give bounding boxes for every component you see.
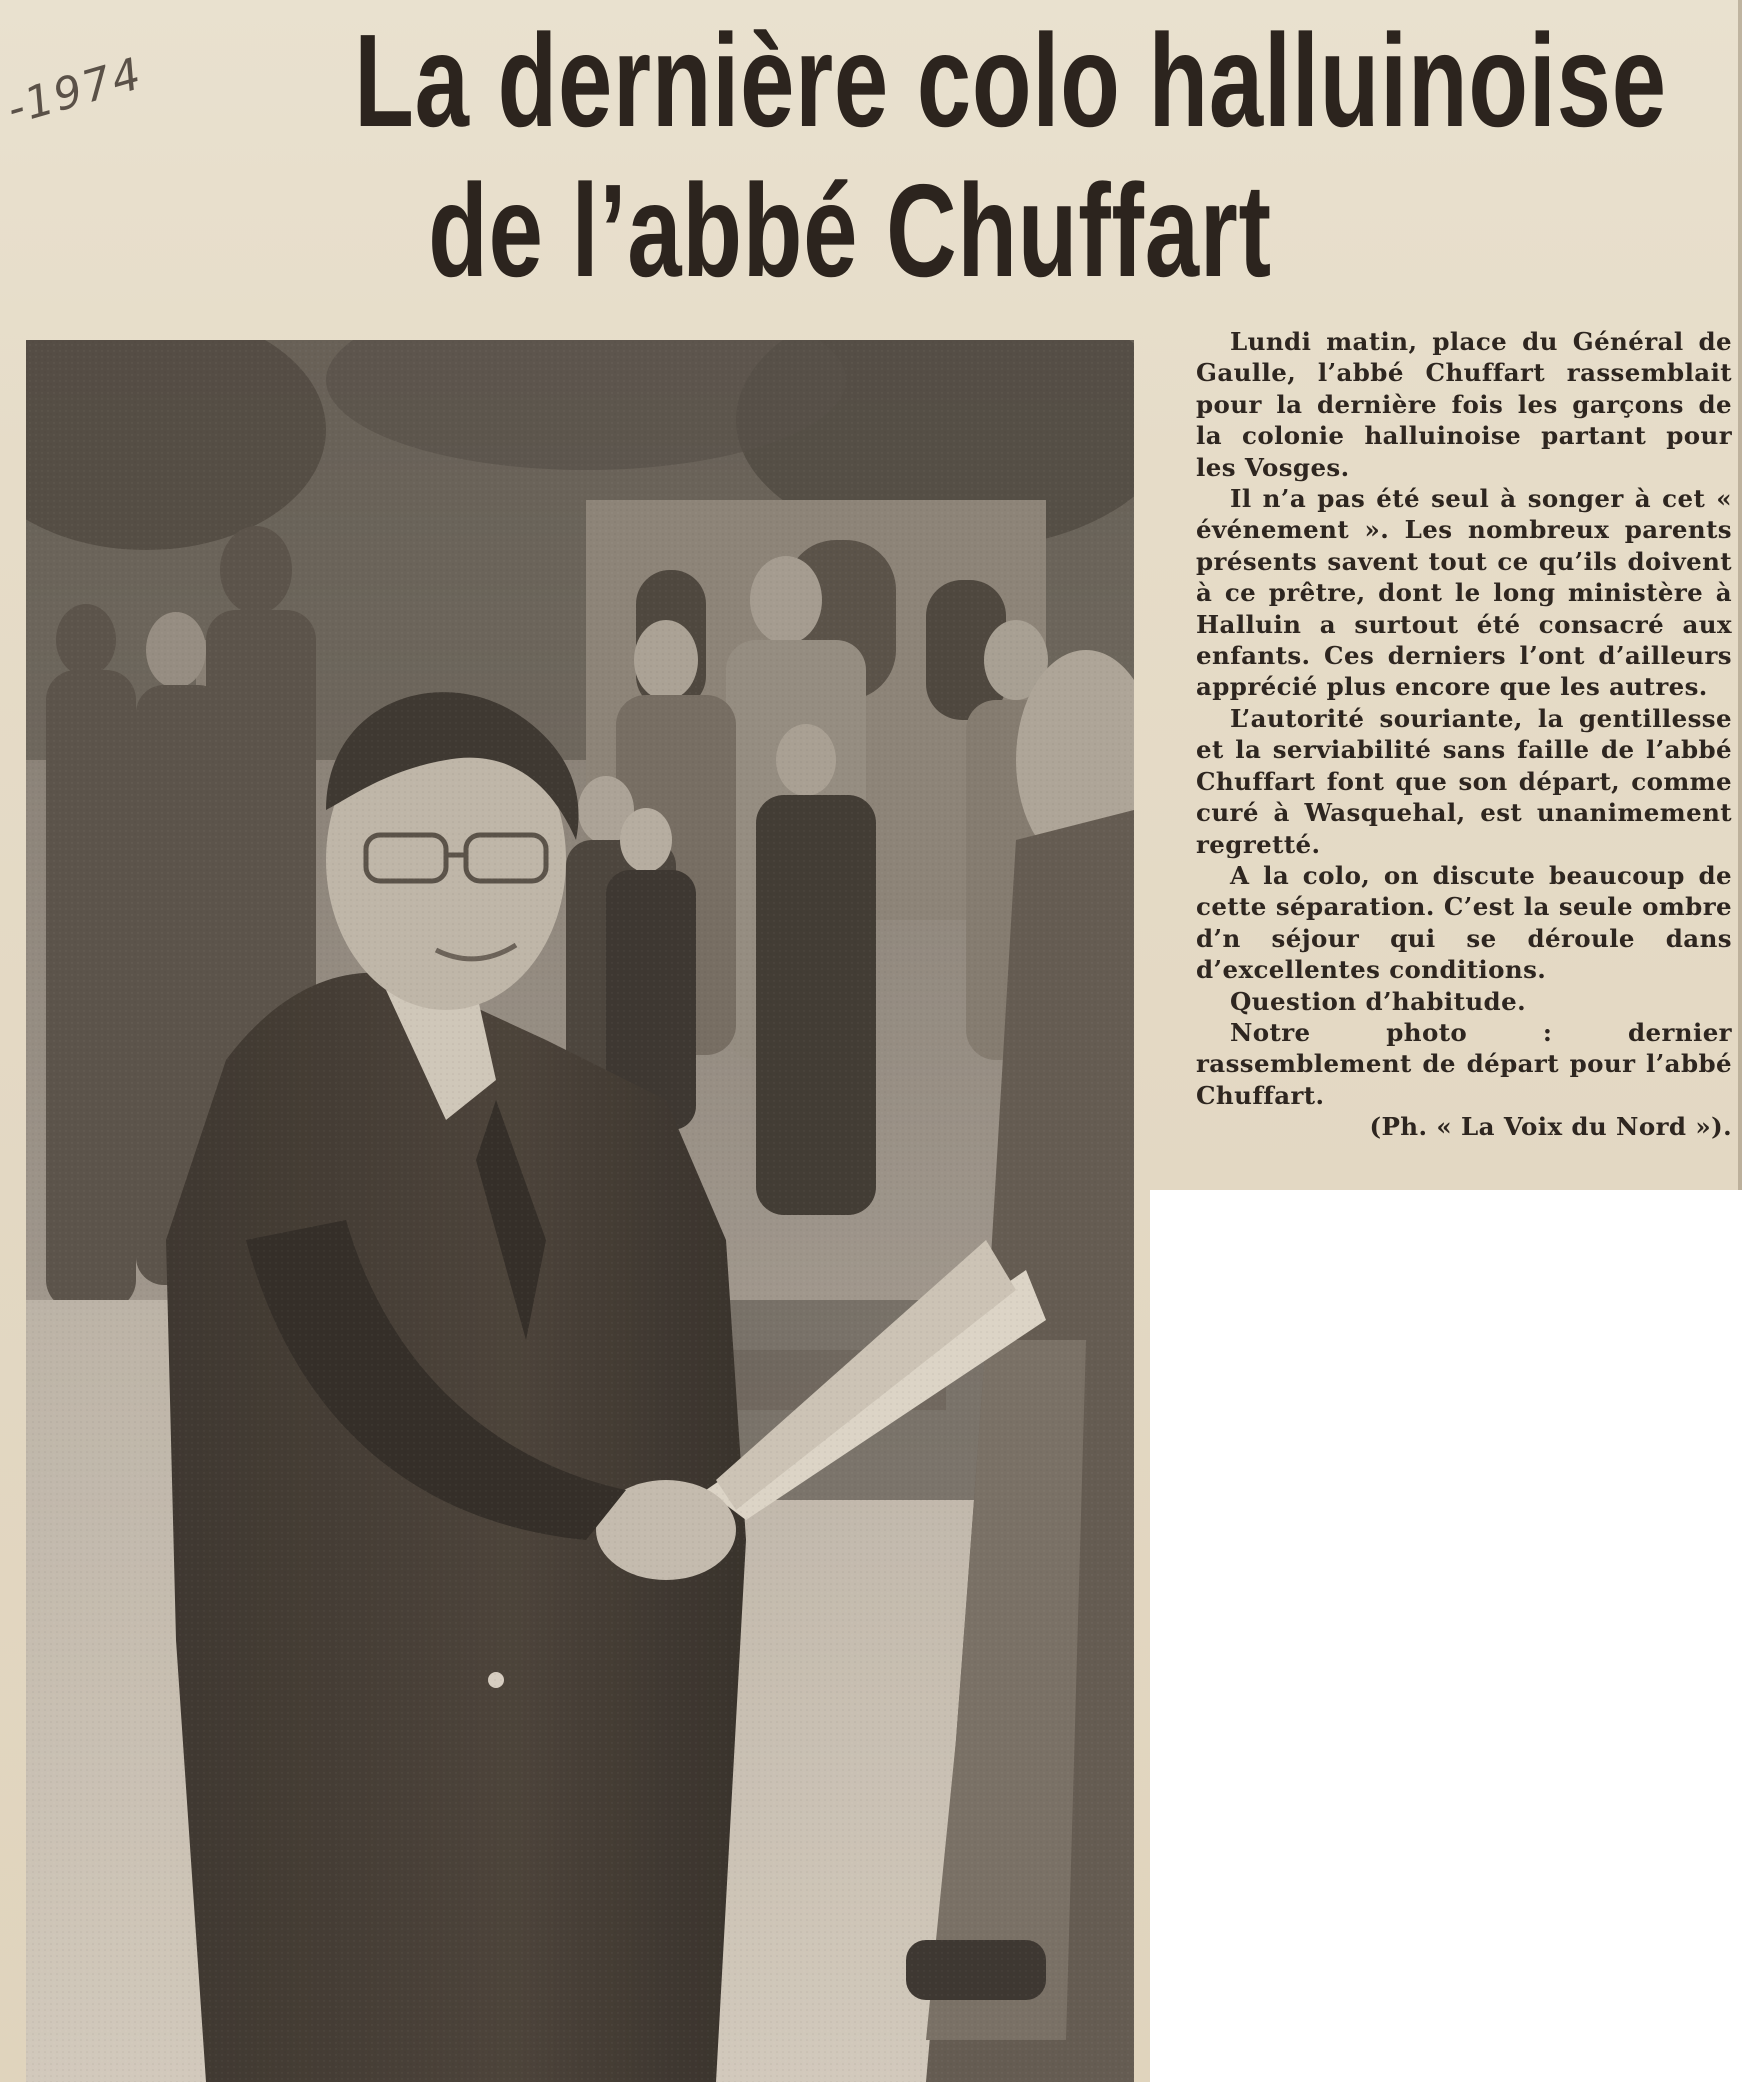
article-paragraph: Question d’habitude. <box>1230 986 1527 1016</box>
photo-caption: Notre photo : dernier rassemblement de départ pour l’abbé Chuffart. <box>1196 1017 1732 1110</box>
article-paragraph: L’autorité souriante, la gentillesse et la serviabilité sans faille de l’abbé Chuffart font que son départ, comme curé à Wasquehal, est unanimement regretté. <box>1196 703 1732 859</box>
paper-fold-edge <box>1738 0 1742 1190</box>
photo-credit: (Ph. « La Voix du Nord »). <box>1369 1112 1732 1142</box>
headline-line-2: de l’abbé Chuffart <box>428 157 1272 304</box>
news-photo <box>26 340 1134 2082</box>
headline-line-1: La dernière colo halluinoise <box>354 7 1667 154</box>
handwritten-date-annotation: -1974 <box>1 47 149 136</box>
article-body <box>1196 326 1732 1143</box>
article-headline <box>354 6 1667 306</box>
article-paragraph: A la colo, on discute beaucoup de cette séparation. C’est la seule ombre d’n séjour qui se déroule dans d’excellentes conditions. <box>1196 860 1732 985</box>
article-paragraph: Lundi matin, place du Général de Gaulle, l’abbé Chuffart rassemblait pour la dernière fois les garçons de la colonie halluinoise partant pour les Vosges. <box>1196 327 1732 482</box>
news-photo-illustration <box>26 340 1134 2082</box>
article-paragraph: Il n’a pas été seul à songer à cet « événement ». Les nombreux parents présents savent tout ce qu’ils doivent à ce prêtre, dont le long ministère à Halluin a surtout été consacré aux enfants. Ces derniers l’ont d’ailleurs apprécié plus encore que les autres. <box>1196 484 1732 702</box>
